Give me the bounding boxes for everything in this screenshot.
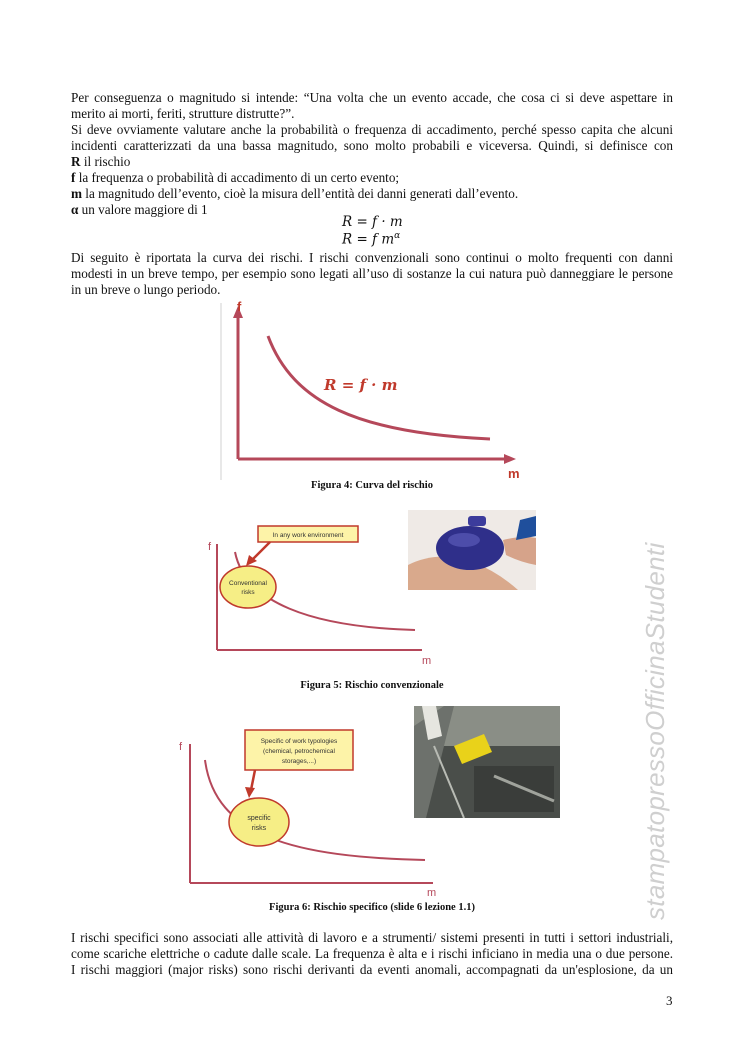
figure-5-caption: Figura 5: Rischio convenzionale xyxy=(300,680,444,691)
conventional-risks-bubble xyxy=(220,566,276,608)
specific-risks-bubble xyxy=(229,798,289,846)
paragraph-line: incidenti caratterizzati da una bassa magnitudo, sono molto probabili e viceversa. Quindi, si definisce con xyxy=(71,138,673,153)
bubble-text-line2: risks xyxy=(241,589,255,596)
paragraph-line: in un breve o lungo periodo. xyxy=(71,282,221,297)
symbol-R: R xyxy=(71,154,81,169)
figure-5-conventional-risk xyxy=(200,522,440,677)
bubble-text-line1: specific xyxy=(247,815,271,822)
figure-6-caption: Figura 6: Rischio specifico (slide 6 lezione 1.1) xyxy=(269,902,475,913)
bubble-text-line1: Conventional xyxy=(229,580,267,587)
paragraph-line: Si deve ovviamente valutare anche la probabilità o frequenza di accadimento, perché spesso capita che alcuni xyxy=(71,122,673,137)
callout-text-line1: Specific of work typologies xyxy=(260,738,338,745)
x-axis-arrow xyxy=(504,454,516,464)
definition-text: il rischio xyxy=(80,154,131,169)
paragraph-line: Di seguito è riportata la curva dei rischi. I rischi convenzionali sono continui o molto frequenti con danni xyxy=(71,250,673,265)
ice-pack-cap xyxy=(468,516,486,526)
watermark: stampatopressoOfficinaStudenti xyxy=(640,542,670,920)
paragraph-line: merito ai morti, feriti, strutture distrutte?”. xyxy=(71,106,295,121)
ice-pack-photo xyxy=(408,510,536,590)
paragraph-line: Per conseguenza o magnitudo si intende: “Una volta che un evento accade, che cosa ci si deve aspettare in xyxy=(71,90,673,105)
curve-formula-label: R = f · m xyxy=(324,376,398,394)
callout-arrowhead xyxy=(245,787,255,798)
definition-text: la frequenza o probabilità di accadimento di un certo evento; xyxy=(75,170,400,185)
callout-text-line2: (chemical, petrochemical xyxy=(263,748,335,755)
definition-m xyxy=(71,186,673,202)
equation-2-base: R = f m xyxy=(342,231,395,248)
definition-f xyxy=(71,170,673,186)
definition-R xyxy=(71,154,673,170)
industrial-worker-photo xyxy=(414,706,560,818)
symbol-alpha: α xyxy=(71,202,79,217)
paragraph-line: I rischi specifici sono associati alle attività di lavoro e a strumenti/ sistemi presenti in tutti i settori industriali, xyxy=(71,930,673,945)
page-number: 3 xyxy=(666,993,673,1008)
paragraph-line: modesti in un breve tempo, per esempio sono legati all’uso di sostanze la cui natura può danneggiare le persone xyxy=(71,266,673,281)
symbol-m: m xyxy=(71,186,82,201)
y-axis-label: f xyxy=(179,741,183,753)
equation-2 xyxy=(342,231,400,248)
equation-1: R = f · m xyxy=(342,214,403,230)
ice-pack-highlight xyxy=(448,533,480,547)
machinery xyxy=(474,766,554,812)
bubble-text-line2: risks xyxy=(251,825,267,832)
x-axis-label: m xyxy=(422,655,432,667)
callout-arrow xyxy=(252,542,270,560)
paragraph-line: I rischi maggiori (major risks) sono rischi derivanti da eventi anomali, accompagnati da un'esplosione, da un xyxy=(71,962,673,977)
ice-pack xyxy=(436,526,504,570)
y-axis-label: f xyxy=(237,299,242,314)
equation-2-exponent: α xyxy=(394,231,401,241)
definition-text: la magnitudo dell’evento, cioè la misura dell’entità dei danni generati dall’evento. xyxy=(82,186,519,201)
callout-text-line3: storages,...) xyxy=(281,758,317,765)
x-axis-label: m xyxy=(427,887,437,899)
x-axis-label: m xyxy=(508,466,520,480)
paragraph-line: come scariche elettriche o cadute dalle scale. La frequenza è alta e i rischi inficiano in media una o due persone. xyxy=(71,946,673,961)
callout-arrow xyxy=(251,770,255,790)
callout-text: In any work environment xyxy=(272,532,344,539)
figure-4-risk-curve xyxy=(218,298,528,480)
figure-6-specific-risk xyxy=(175,722,445,900)
y-axis-label: f xyxy=(208,541,212,553)
symbol-f: f xyxy=(71,170,76,185)
definition-text: un valore maggiore di 1 xyxy=(78,202,208,217)
figure-4-caption: Figura 4: Curva del rischio xyxy=(311,480,433,491)
